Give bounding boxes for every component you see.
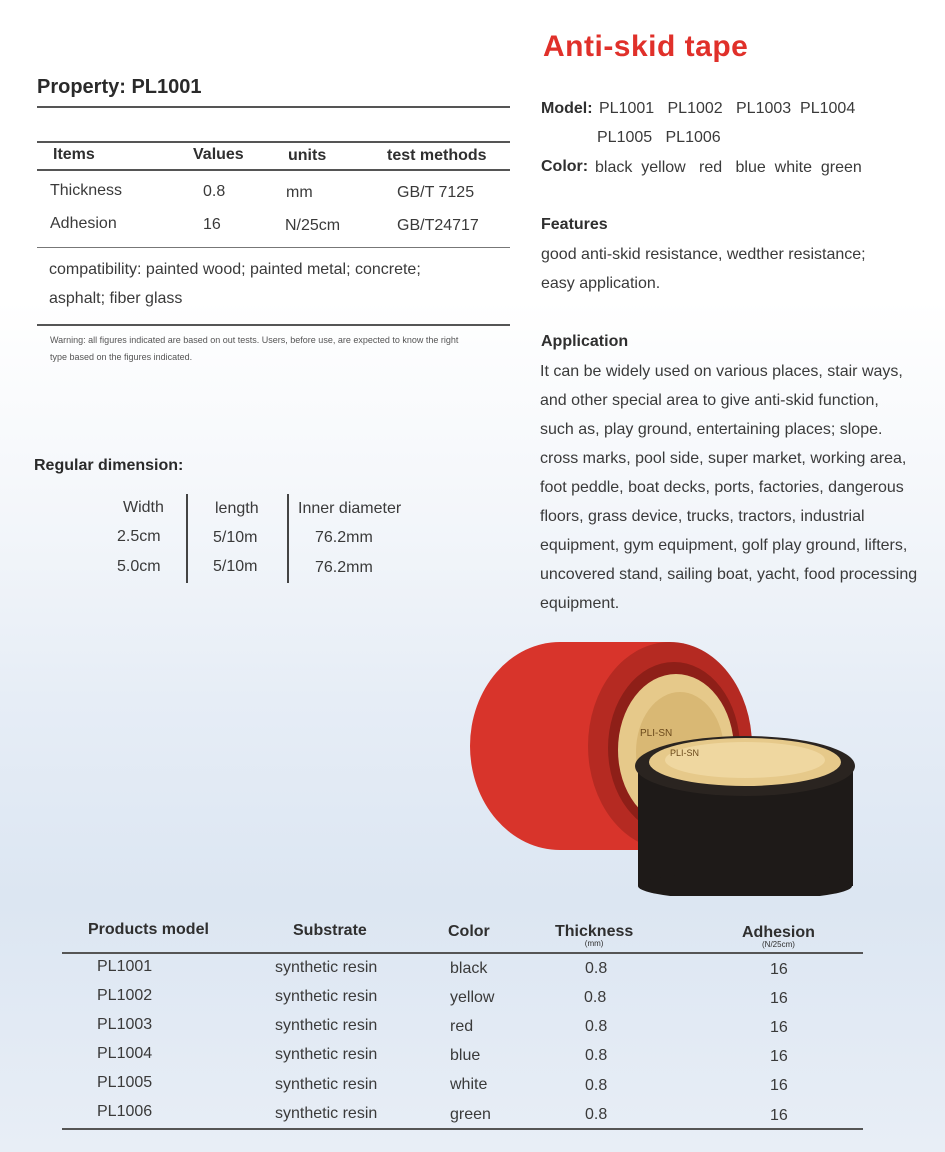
property-row-adhesion-method: GB/T24717 [397,217,479,234]
property-header-test-methods: test methods [387,147,487,164]
product-adhesion: 16 [770,1019,788,1036]
application-line: equipment. [540,595,620,612]
product-substrate: synthetic resin [275,1017,378,1034]
product-thickness: 0.8 [585,1018,608,1035]
application-text [540,357,940,618]
compatibility-line-1: compatibility: painted wood; painted metal; concrete; [49,261,421,278]
property-table-top-rule [37,141,510,143]
application-line: and other special area to give anti-skid function, [540,392,879,409]
warning-line-1: Warning: all figures indicated are based on out tests. Users, before use, are expected to know the right [50,335,459,345]
product-adhesion: 16 [770,1077,788,1094]
product-thickness: 0.8 [584,989,607,1006]
product-color: white [450,1076,488,1093]
page-title: Anti-skid tape [543,30,749,63]
color-value: black yellow red blue white green [595,159,862,176]
product-substrate: synthetic resin [275,959,378,976]
product-substrate: synthetic resin [275,1076,378,1093]
property-header-units: units [288,147,327,164]
products-bottom-rule [62,1128,863,1130]
application-line: cross marks, pool side, super market, working area, [540,450,907,467]
product-thickness: 0.8 [585,1106,608,1123]
products-header-adhesion [742,924,815,949]
property-header-values: Values [193,146,244,163]
product-color: blue [450,1047,481,1064]
thickness-header-label: Thickness [555,923,634,940]
application-line: uncovered stand, sailing boat, yacht, food processing [540,566,918,583]
property-heading: Property: PL1001 [37,76,202,98]
dimension-header-width: Width [123,499,164,516]
model-line-1: PL1001 PL1002 PL1003 PL1004 [599,100,856,117]
dimension-heading: Regular dimension: [34,457,184,474]
application-heading: Application [541,333,629,350]
model-line-2: PL1005 PL1006 [597,129,721,146]
model-label: Model: [541,100,593,117]
dimension-row-2-width: 5.0cm [117,558,161,575]
adhesion-header-label: Adhesion [742,924,815,941]
dimension-row-1-width: 2.5cm [117,528,161,545]
product-adhesion: 16 [770,1048,788,1065]
dimension-row-1-length: 5/10m [213,529,258,546]
products-header-rule [62,952,863,954]
dimension-header-inner-diameter: Inner diameter [298,500,402,517]
features-heading: Features [541,216,608,233]
property-row-thickness-method: GB/T 7125 [397,184,475,201]
property-row-thickness-value: 0.8 [203,183,226,200]
dimension-row-1-diameter: 76.2mm [315,529,373,546]
application-line: It can be widely used on various places, stair ways, [540,363,903,380]
product-model: PL1005 [97,1074,153,1091]
application-line: floors, grass device, trucks, tractors, industrial [540,508,865,525]
features-line-2: easy application. [541,275,661,292]
property-heading-rule [37,106,510,108]
product-color: red [450,1018,474,1035]
product-adhesion: 16 [770,1107,788,1124]
products-header-thickness [555,923,633,948]
product-thickness: 0.8 [585,960,608,977]
thickness-unit: (mm) [584,939,604,948]
application-line: foot peddle, boat decks, ports, factories, dangerous [540,479,904,496]
property-row-adhesion-item: Adhesion [50,215,117,232]
product-thickness: 0.8 [585,1077,608,1094]
product-adhesion: 16 [770,990,788,1007]
products-header-substrate: Substrate [293,922,367,939]
dimension-header-length: length [215,500,259,517]
product-thickness: 0.8 [585,1047,608,1064]
property-row-adhesion-unit: N/25cm [285,217,341,234]
compatibility-line-2: asphalt; fiber glass [49,290,183,307]
product-model: PL1006 [97,1103,153,1120]
property-rows-rule [37,247,510,248]
application-line: equipment, gym equipment, golf play ground, lifters, [540,537,908,554]
product-model: PL1001 [97,958,153,975]
dimension-divider-1 [186,494,188,583]
dimension-row-2-diameter: 76.2mm [315,559,373,576]
product-model: PL1002 [97,987,153,1004]
product-color: black [450,960,488,977]
dimension-divider-2 [287,494,289,583]
product-substrate: synthetic resin [275,988,378,1005]
application-line: such as, play ground, entertaining places; slope. [540,421,883,438]
property-header-rule [37,169,510,171]
product-color: yellow [450,989,495,1006]
products-header-model: Products model [88,921,209,938]
property-row-adhesion-value: 16 [203,216,221,233]
product-color: green [450,1106,491,1123]
product-adhesion: 16 [770,961,788,978]
product-model: PL1003 [97,1016,153,1033]
black-roll-label: PLI-SN [670,748,700,758]
tape-rolls-image [470,636,860,896]
property-row-thickness-item: Thickness [50,182,123,199]
product-substrate: synthetic resin [275,1046,378,1063]
property-header-items: Items [53,146,95,163]
product-model: PL1004 [97,1045,153,1062]
features-line-1: good anti-skid resistance, wedther resistance; [541,246,866,263]
warning-line-2: type based on the figures indicated. [50,352,193,362]
adhesion-unit: (N/25cm) [762,940,795,949]
red-roll-label: PLI-SN [640,728,673,739]
compatibility-rule [37,324,510,326]
black-tape-roll [635,736,855,896]
products-header-color: Color [448,923,490,940]
product-substrate: synthetic resin [275,1105,378,1122]
color-label: Color: [541,158,589,175]
property-row-thickness-unit: mm [286,184,313,201]
dimension-row-2-length: 5/10m [213,558,258,575]
